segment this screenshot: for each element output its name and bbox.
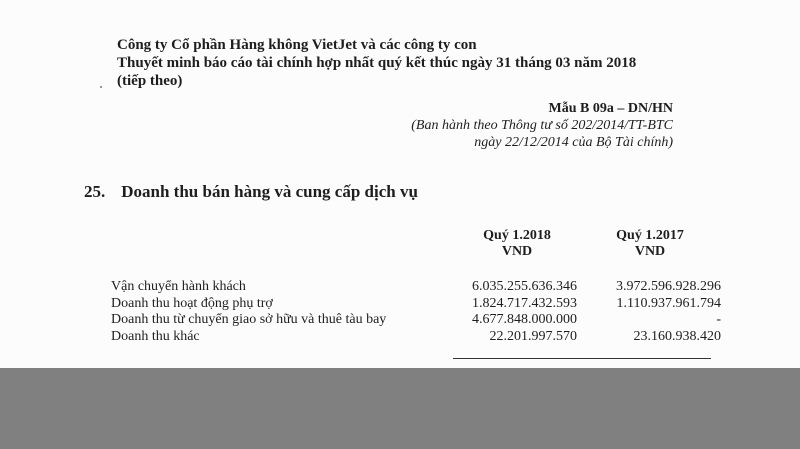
column-header-q1-2017	[580, 228, 720, 260]
value-q1-2018: 6.035.255.636.346	[472, 279, 577, 294]
total-divider	[453, 358, 711, 359]
gray-overlay-bar	[0, 368, 800, 449]
table-row	[111, 296, 721, 313]
table-row	[111, 312, 721, 329]
company-name: Công ty Cổ phần Hàng không VietJet và các công ty con	[117, 37, 477, 53]
report-title: Thuyết minh báo cáo tài chính hợp nhất quý kết thúc ngày 31 tháng 03 năm 2018	[117, 55, 637, 71]
section-heading	[84, 182, 418, 202]
row-label: Vận chuyển hành khách	[111, 279, 246, 294]
row-label: Doanh thu từ chuyển giao sở hữu và thuê tàu bay	[111, 312, 387, 327]
row-label: Doanh thu khác	[111, 328, 200, 344]
column-period: Quý 1.2017	[616, 228, 684, 243]
value-q1-2018: 4.677.848.000.000	[472, 312, 577, 327]
value-q1-2018: 1.824.717.432.593	[472, 295, 577, 311]
value-q1-2017: -	[716, 312, 721, 327]
revenue-table	[111, 279, 721, 345]
issued-line-1: (Ban hành theo Thông tư số 202/2014/TT-BTC	[411, 118, 673, 133]
table-row	[111, 279, 721, 296]
column-header-q1-2018	[447, 228, 587, 260]
continued-note: (tiếp theo)	[117, 73, 183, 89]
scan-speck	[100, 86, 102, 88]
value-q1-2018: 22.201.997.570	[489, 328, 577, 344]
value-q1-2017: 3.972.596.928.296	[616, 279, 721, 294]
value-q1-2017: 23.160.938.420	[633, 328, 721, 344]
row-label: Doanh thu hoạt động phụ trợ	[111, 295, 273, 311]
issued-line-2: ngày 22/12/2014 của Bộ Tài chính)	[474, 135, 673, 150]
column-unit: VND	[501, 244, 533, 259]
issued-by-note	[411, 117, 673, 151]
section-title: Doanh thu bán hàng và cung cấp dịch vụ	[121, 182, 418, 201]
section-number: 25.	[84, 182, 106, 201]
value-q1-2017: 1.110.937.961.794	[616, 295, 721, 311]
column-period: Quý 1.2018	[483, 228, 551, 243]
table-row	[111, 329, 721, 346]
column-unit: VND	[634, 244, 666, 259]
form-code: Mẫu B 09a – DN/HN	[548, 101, 673, 116]
